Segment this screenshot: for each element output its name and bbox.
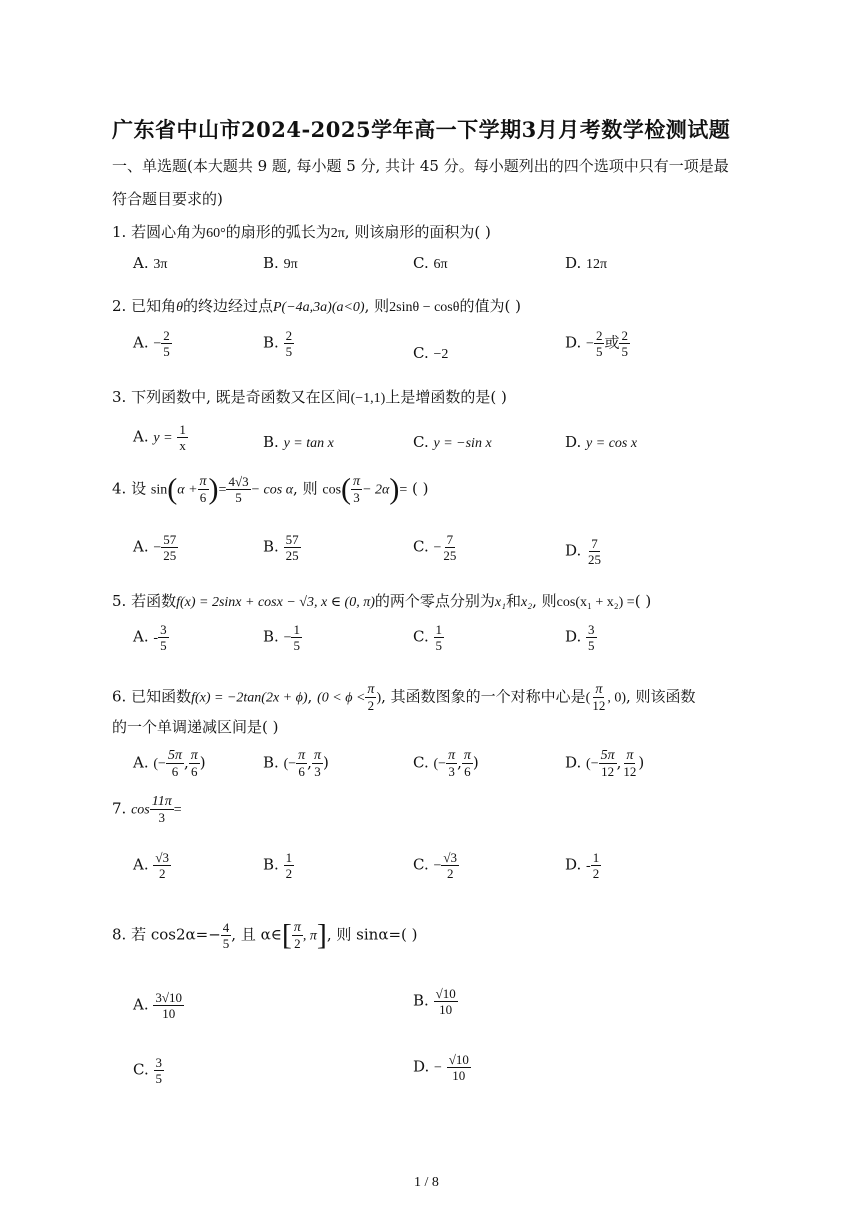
- question-8: 8. 若 cos2α=− $\frac{4}{5}$ , 且 α∈[ $\frac{\pi}{2}$ , π], 则 sinα=( ): [112, 918, 418, 952]
- q6-option-b[interactable]: B. (− $\frac{\pi}{6}$ , $\frac{\pi}{3}$ ): [263, 748, 329, 779]
- q1-angle: 60°: [206, 226, 226, 241]
- q7-option-c[interactable]: C. − $\frac{√3}{2}$: [413, 850, 458, 881]
- section-header-line2: 符合题目要求的): [112, 190, 223, 208]
- q5-option-a[interactable]: A. - $\frac{3}{5}$: [133, 622, 167, 653]
- q8-option-d[interactable]: D. − $\frac{√10}{10}$: [413, 1052, 469, 1083]
- q8-option-c[interactable]: C. $\frac{3}{5}$: [133, 1055, 162, 1086]
- q4-option-a[interactable]: A. − $\frac{57}{25}$: [133, 532, 177, 563]
- q1-option-d[interactable]: D. 12π: [565, 254, 608, 272]
- q5-option-b[interactable]: B. − $\frac{1}{5}$: [263, 622, 300, 653]
- question-3: 3. 下列函数中, 既是奇函数又在区间(−1,1)上是增函数的是( ): [112, 388, 507, 406]
- q4-option-b[interactable]: B. $\frac{57}{25}$: [263, 532, 299, 563]
- q6-option-a[interactable]: A. (− $\frac{5\pi}{6}$ , $\frac{\pi}{6}$ ): [133, 748, 206, 779]
- q4-option-d[interactable]: D. $\frac{7}{25}$: [565, 536, 602, 567]
- q1-mid: 的扇形的弧长为: [225, 223, 331, 241]
- q2-option-b[interactable]: B. $\frac{2}{5}$: [263, 328, 293, 359]
- question-6-line2: 的一个单调递减区间是( ): [112, 718, 279, 736]
- q7-option-d[interactable]: D. - $\frac{1}{2}$: [565, 850, 600, 881]
- question-6: 6. 已知函数f(x) = −2tan(2x + ϕ), (0 < ϕ < $\frac{\pi}{2}$ ), 其函数图象的一个对称中心是( $\frac{\pi}{12}$ , 0), 则该函数: [112, 682, 696, 713]
- q3-option-c[interactable]: C. y = −sin x: [413, 433, 492, 451]
- q5-option-d[interactable]: D. $\frac{3}{5}$: [565, 622, 595, 653]
- q1-post: , 则该扇形的面积为( ): [344, 223, 491, 241]
- q6-option-c[interactable]: C. (− $\frac{\pi}{3}$ , $\frac{\pi}{6}$ ): [413, 748, 479, 779]
- q2-option-a[interactable]: A. − $\frac{2}{5}$: [133, 328, 170, 359]
- question-5: 5. 若函数f(x) = 2sinx + cosx − √3, x ∈ (0, π)的两个零点分别为x₁和x₂, 则cos(x₁ + x₂) =( ): [112, 592, 652, 610]
- q7-option-b[interactable]: B. $\frac{1}{2}$: [263, 850, 293, 881]
- q2-option-c[interactable]: C. −2: [413, 344, 449, 362]
- q1-option-c[interactable]: C. 6π: [413, 254, 448, 272]
- page-number: 1 / 8: [414, 1175, 439, 1190]
- q1-option-a[interactable]: A. 3π: [133, 254, 168, 272]
- q2-point: P(−4a,3a)(a<0): [273, 300, 365, 315]
- q5-option-c[interactable]: C. $\frac{1}{5}$: [413, 622, 442, 653]
- question-1: [112, 222, 491, 244]
- q3-option-b[interactable]: B. y = tan x: [263, 433, 334, 451]
- q8-option-b[interactable]: B. $\frac{√10}{10}$: [413, 986, 456, 1017]
- page-title: 广东省中山市2024-2025学年高一下学期3月月考数学检测试题: [112, 117, 731, 142]
- q1-pre: 1. 若圆心角为: [112, 223, 207, 241]
- q8-option-a[interactable]: A. $\frac{3√10}{10}$: [133, 990, 183, 1021]
- question-4: 4. 设 sin(α + $\frac{\pi}{6}$ )= $\frac{4√3}{5}$ − cos α, 则 cos( $\frac{\pi}{3}$ − 2α)= ( ): [112, 472, 429, 506]
- section-header-line1: 一、单选题(本大题共 9 题, 每小题 5 分, 共计 45 分。每小题列出的四个选项中只有一项是最: [112, 157, 729, 175]
- q7-option-a[interactable]: A. $\frac{√3}{2}$: [133, 850, 170, 881]
- q6-option-d[interactable]: D. (− $\frac{5\pi}{12}$ , $\frac{\pi}{12}$ ): [565, 748, 645, 779]
- q4-option-c[interactable]: C. − $\frac{7}{25}$: [413, 532, 457, 563]
- q1-option-b[interactable]: B. 9π: [263, 254, 298, 272]
- q2-option-d[interactable]: D. − $\frac{2}{5}$ 或 $\frac{2}{5}$: [565, 328, 628, 359]
- question-7: 7. cos $\frac{11\pi}{3}$ =: [112, 794, 182, 825]
- q1-arc: 2π: [330, 226, 345, 241]
- q3-option-a[interactable]: A. y = $\frac{1}{x}$: [133, 422, 186, 453]
- question-2: 2. 已知角θ的终边经过点P(−4a,3a)(a<0), 则2sinθ − cosθ的值为( ): [112, 297, 521, 315]
- q3-option-d[interactable]: D. y = cos x: [565, 433, 638, 451]
